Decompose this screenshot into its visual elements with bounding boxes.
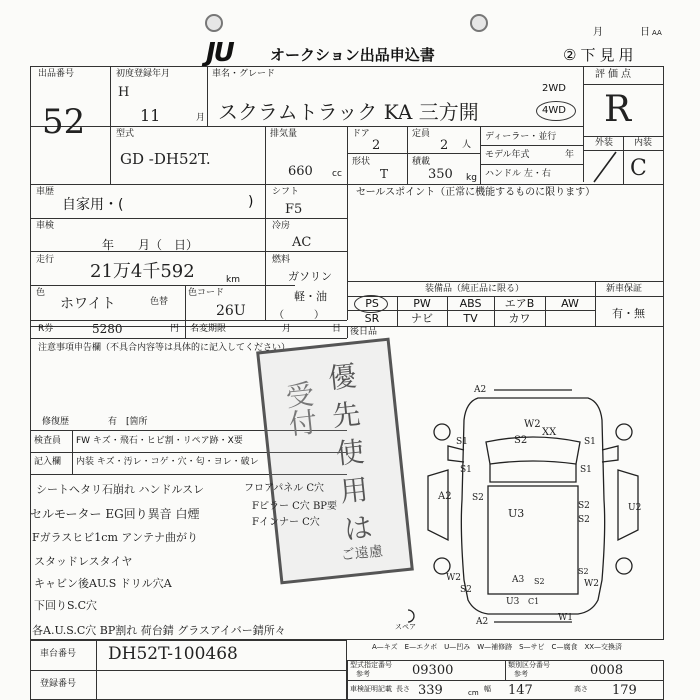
rear-items-label: 後日品 (350, 327, 378, 337)
chassis-label: 車台番号 (40, 649, 77, 659)
dmg-a3: A3 (512, 575, 525, 585)
selling-points-label: セールスポイント（正常に機能するものに限ります） (356, 187, 596, 198)
ac-value: AC (292, 235, 312, 250)
handle-label: ハンドル 左・右 (485, 169, 551, 179)
repair-history-value: 有 [箇所 (108, 417, 148, 427)
spare-tire-label: スペア (395, 623, 416, 631)
doors-value: 2 (372, 138, 381, 153)
stamp-line-6: ご遠慮 (340, 543, 384, 564)
length-label: 長さ (396, 685, 410, 693)
inspector-entry-label: 記入欄 (34, 457, 62, 467)
deadline-month: 月 (282, 324, 292, 334)
stamp-line-3: 使 (334, 434, 366, 471)
ac-label: 冷房 (272, 221, 291, 231)
equipment-label: 装備品（純正品に限る） (425, 284, 525, 294)
usage-close: ) (248, 194, 254, 210)
dealer-label: ディーラー・並行 (485, 132, 557, 142)
notes-label: 注意事項申告欄（不具合内容等は具体的に記入してください） (38, 343, 291, 353)
inspection-value: 年 月（ 日） (102, 238, 199, 252)
stamp-line-2: 先 (330, 397, 362, 433)
dmg-s1-left: S1 (456, 437, 468, 447)
dimensions-label: 車検証明記載 (350, 685, 392, 693)
first-reg-year: 11 (140, 106, 161, 125)
dmg-xx: XX (542, 427, 557, 438)
hand-note-1: シートヘタリ石崩れ ハンドルスレ (36, 483, 205, 496)
stamp-side: 受付 (280, 378, 320, 438)
4wd-label: 4WD (542, 105, 566, 116)
dmg-u3-center: U3 (508, 507, 525, 520)
hand-note-5: キャビン後AU.S ドリル穴A (34, 577, 172, 590)
first-reg-era: H (118, 85, 130, 100)
color-label: 色 (36, 288, 46, 298)
fuel-value: ガソリン (288, 270, 332, 283)
first-reg-label: 初度登録年月 (116, 69, 171, 79)
car-name-label: 車名・グレード (212, 69, 276, 79)
shape-value: T (380, 167, 389, 181)
model-year-label: モデル年式 (485, 150, 530, 160)
recycle-label: R券 (38, 324, 54, 334)
dmg-w2-bottom-left: W2 (446, 573, 461, 583)
mileage-value: 21万4千592 (90, 261, 195, 282)
displacement-label: 排気量 (270, 129, 298, 139)
load-value: 350 (428, 167, 453, 182)
hand-note-7: 各A.U.S.C穴 BP割れ 荷台錆 グラスアイバー錆所々 (32, 624, 286, 637)
height-value: 179 (612, 683, 637, 698)
stamp-line-1: 優 (326, 359, 358, 396)
copy-label: ②下見用 (563, 46, 638, 64)
width-value: 147 (508, 683, 533, 698)
binder-hole-right (470, 14, 488, 32)
form-title: オークション出品申込書 (270, 46, 435, 64)
dmg-c1: C1 (528, 597, 540, 606)
capacity-value: 2 (440, 138, 449, 153)
month-label: 月 (593, 27, 603, 38)
displacement-value: 660 (288, 164, 313, 179)
registration-label: 登録番号 (40, 679, 77, 689)
deadline-day: 日 (332, 324, 342, 334)
interior-grade: C (630, 156, 647, 181)
interior-label: 内装 (634, 138, 653, 148)
dmg-u3-bottom: U3 (506, 597, 520, 607)
inspection-label: 車検 (36, 221, 55, 231)
mileage-unit: km (226, 275, 240, 285)
4wd-circle (536, 101, 576, 121)
shift-label: シフト (272, 187, 300, 197)
inspector-row-interior: 内装 キズ・汚レ・コゲ・穴・匂・ヨレ・破レ (76, 457, 259, 467)
fuel-paren: （ ） (274, 310, 324, 321)
type-designation-ref: 参考 (356, 670, 370, 678)
hand-note-3: Fガラスヒビ1cm アンテナ曲がり (32, 531, 198, 544)
type-designation-label: 型式指定番号 (350, 661, 392, 669)
inspector-label: 検査員 (34, 436, 62, 446)
dmg-s1-mid-left: S1 (460, 465, 472, 475)
inspector-row-fw: FW キズ・飛石・ヒビ割・リペア跡・X要 (76, 436, 243, 446)
dmg-s2-bottom: S2 (534, 577, 545, 586)
repair-history-label: 修復歴 (42, 417, 70, 427)
recycle-value: 5280 (92, 322, 123, 336)
category-label: 類別区分番号 (508, 661, 550, 669)
capacity-label: 定員 (412, 129, 431, 139)
doors-label: ドア (352, 129, 370, 139)
type-value: GD -DH52T. (120, 150, 211, 168)
stamp-line-4: 用 (338, 472, 370, 509)
dmg-s1-right: S1 (584, 437, 596, 447)
exterior-slash-mark (588, 150, 622, 184)
priority-stamp (256, 338, 414, 585)
shape-label: 形状 (352, 157, 371, 167)
usage-value: 自家用・( (62, 197, 124, 213)
capacity-unit: 人 (462, 140, 472, 150)
dmg-a2-bottom: A2 (476, 617, 489, 627)
ps-circle (354, 295, 388, 313)
equip-pw: PW (413, 297, 431, 310)
new-warranty-value: 有・無 (612, 307, 645, 320)
dmg-s2-bottom-right: S2 (578, 567, 589, 576)
new-warranty-label: 新車保証 (606, 284, 643, 294)
width-label: 幅 (484, 685, 491, 693)
dmg-a2-left: A2 (438, 491, 452, 502)
hand-note-9: Fピラー C穴 BP要 (252, 501, 338, 512)
dmg-s1-mid-right: S1 (580, 465, 592, 475)
length-value: 339 (418, 683, 443, 698)
color-value: ホワイト (60, 296, 116, 312)
equip-aw: AW (561, 297, 579, 310)
color-code-label: 色コード (188, 288, 225, 298)
height-label: 高さ (574, 685, 588, 693)
model-year-unit: 年 (565, 150, 575, 160)
type-designation-value: 09300 (412, 663, 454, 678)
dmg-s2-right: S2 (578, 501, 590, 511)
dmg-s2-left: S2 (472, 493, 484, 503)
equip-sr: SR (364, 312, 380, 325)
lot-label: 出品番号 (38, 69, 75, 79)
dmg-w2-bottom-right: W2 (584, 579, 599, 589)
hand-note-10: Fインナー C穴 (252, 517, 320, 528)
equip-abs: ABS (459, 297, 482, 310)
displacement-unit: cc (332, 169, 342, 179)
car-name-value: スクラムトラック KA 三方開 (218, 100, 479, 124)
equip-navi: ナビ (411, 312, 433, 325)
load-label: 積載 (412, 157, 431, 167)
mileage-label: 走行 (36, 255, 55, 265)
lot-number: 52 (42, 102, 86, 142)
dmg-w1: W1 (558, 613, 573, 623)
fuel-option-diesel: 軽・油 (294, 290, 327, 303)
type-label: 型式 (116, 129, 135, 139)
hand-note-8: フロアパネル C穴 (244, 483, 325, 494)
equip-leather: カワ (508, 312, 531, 325)
binder-hole-left (205, 14, 223, 32)
dmg-s2-right-2: S2 (578, 515, 590, 525)
category-ref: 参考 (514, 670, 528, 678)
hand-note-2: セルモーター EG回り異音 白煙 (30, 507, 200, 521)
load-unit: kg (466, 173, 477, 183)
dmg-s2: S2 (514, 435, 528, 446)
dmg-a2-top: A2 (474, 385, 487, 395)
hand-note-6: 下回りS.C穴 (34, 599, 98, 612)
color-code-value: 26U (216, 303, 246, 319)
dmg-u2-right: U2 (628, 503, 642, 513)
dmg-s2-bottom-left: S2 (460, 585, 472, 595)
length-unit: cm (468, 689, 479, 697)
shift-value: F5 (285, 202, 303, 217)
hand-note-4: スタッドレスタイヤ (34, 555, 133, 568)
first-reg-month-unit: 月 (196, 113, 206, 123)
category-value: 0008 (590, 663, 624, 678)
2wd-label: 2WD (542, 83, 566, 94)
color-change-label: 色替 (150, 297, 169, 307)
equip-tv: TV (463, 312, 478, 325)
grade-value: R (604, 89, 632, 130)
day-label: 日 (640, 27, 650, 38)
usage-label: 車歴 (36, 187, 55, 197)
equip-airbag: エアB (504, 297, 535, 310)
damage-legend: A—キズ E—エクボ U—凹み W—補修跡 S—サビ C—腐食 XX—交換済 (372, 643, 623, 651)
equip-ps: PS (365, 297, 379, 310)
recycle-unit: 円 (170, 324, 180, 334)
chassis-value: DH52T-100468 (108, 644, 238, 664)
deadline-label: 名変期限 (190, 324, 227, 334)
fuel-label: 燃料 (272, 255, 291, 265)
car-damage-diagram (408, 380, 658, 630)
aa-label: AA (652, 29, 662, 37)
ju-logo: JU (206, 38, 233, 68)
stamp-line-5: は (342, 510, 374, 547)
exterior-label: 外装 (595, 138, 614, 148)
dmg-w2: W2 (524, 419, 541, 430)
grade-label: 評価点 (595, 69, 634, 80)
